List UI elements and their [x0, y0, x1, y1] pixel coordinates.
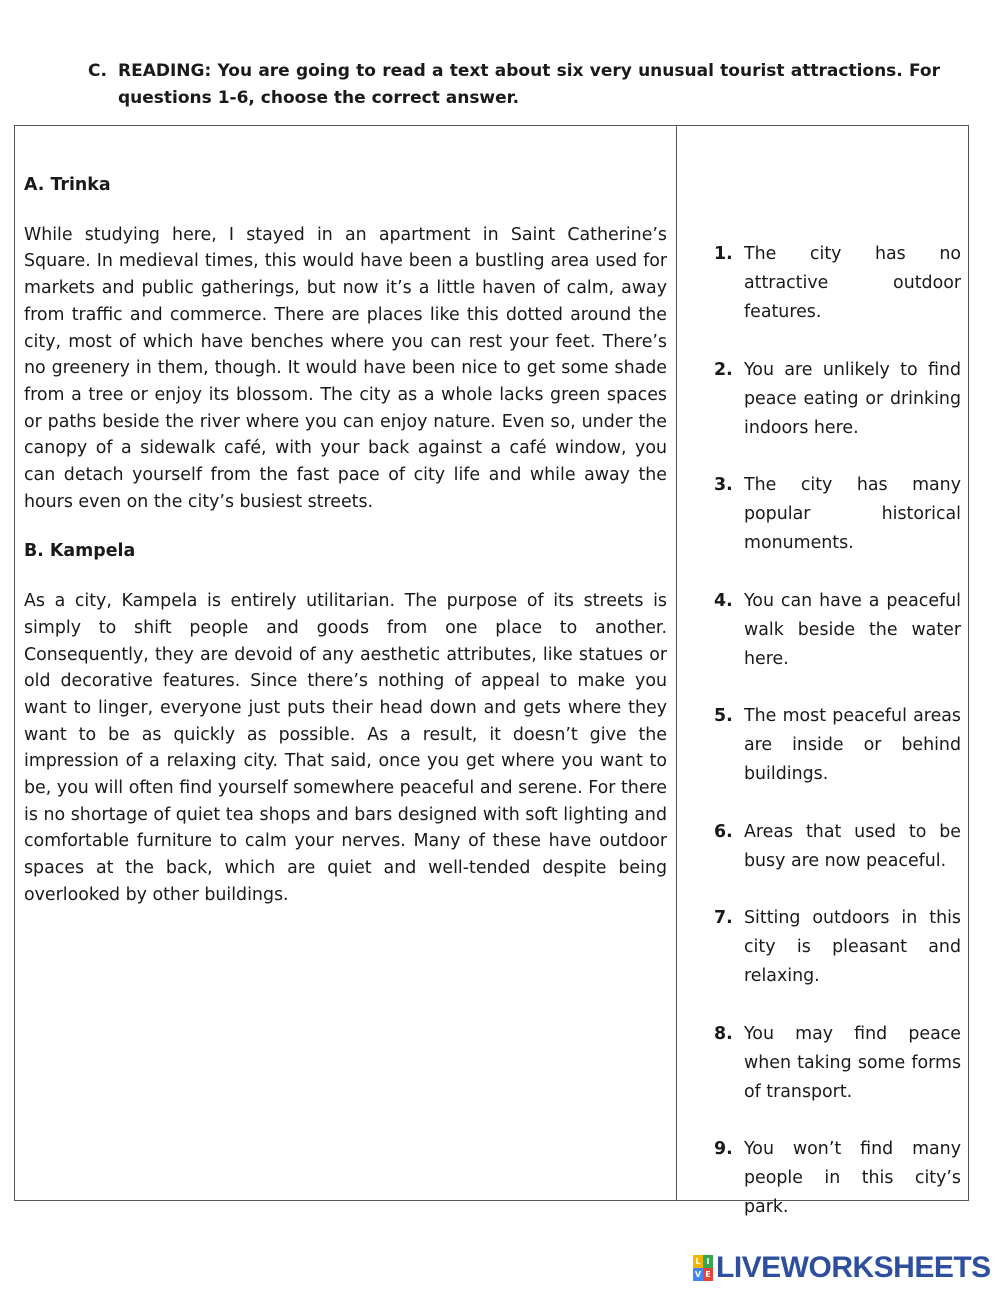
- question-item: [714, 818, 961, 876]
- question-item: [714, 1135, 961, 1222]
- question-number: 4.: [714, 590, 733, 611]
- question-text: You are unlikely to find peace eating or drinking indoors here.: [744, 359, 961, 438]
- section-heading-kampela: B. Kampela: [24, 541, 136, 562]
- question-number: 8.: [714, 1023, 733, 1044]
- question-item: [714, 356, 961, 443]
- question-text: Sitting outdoors in this city is pleasant and relaxing.: [744, 908, 961, 986]
- question-text: The most peaceful areas are inside or behind buildings.: [744, 706, 961, 784]
- instructions-text: READING: You are going to read a text about six very unusual tourist attractions. For questions 1-6, choose the correct answer.: [118, 61, 940, 108]
- question-number: 6.: [714, 821, 733, 842]
- logo-tile: L: [693, 1255, 703, 1268]
- question-item: [714, 587, 961, 674]
- column-divider: [676, 125, 677, 1201]
- liveworksheets-logo-icon: [693, 1255, 713, 1281]
- question-number: 2.: [714, 359, 733, 380]
- liveworksheets-brand[interactable]: [693, 1252, 991, 1284]
- question-number: 7.: [714, 908, 733, 928]
- question-text: You can have a peaceful walk beside the water here.: [744, 590, 961, 669]
- section-body-trinka: While studying here, I stayed in an apartment in Saint Catherine’s Square. In medieval times, this would have been a bustling area used for markets and public gatherings, but now it’s a little haven of calm, away from traffic and commerce. There are places like this dotted around the city, most of which have benches where you can rest your feet. There’s no greenery in them, though. It would have been nice to get some shade from a tree or enjoy its blossom. The city as a whole lacks green spaces or paths beside the river where you can enjoy nature. Even so, under the canopy of a sidewalk café, with your back against a café window, you can detach yourself from the fast pace of city life and while away the hours even on the city’s busiest streets.: [24, 224, 667, 512]
- question-list: [714, 240, 961, 1251]
- brand-name: LIVEWORKSHEETS: [716, 1251, 991, 1284]
- logo-tile: V: [694, 1270, 702, 1279]
- logo-tile: I: [703, 1255, 713, 1268]
- question-text: The city has no attractive outdoor features.: [744, 244, 961, 322]
- instructions: [88, 58, 940, 112]
- question-text: The city has many popular historical monuments.: [744, 475, 961, 553]
- question-number: 9.: [714, 1139, 733, 1159]
- question-item: [714, 240, 961, 327]
- reading-texts: [24, 172, 667, 932]
- question-text: You may find peace when taking some forms of transport.: [744, 1023, 961, 1102]
- instructions-letter: C.: [88, 61, 107, 81]
- question-item: [714, 471, 961, 558]
- question-number: 5.: [714, 706, 733, 726]
- question-number: 3.: [714, 475, 733, 495]
- question-item: [714, 904, 961, 991]
- question-item: [714, 702, 961, 789]
- question-item: [714, 1020, 961, 1107]
- section-body-kampela: As a city, Kampela is entirely utilitarian. The purpose of its streets is simply to shift people and goods from one place to another. Consequently, they are devoid of any aesthetic attributes, like statues or old decorative features. Since there’s nothing of appeal to make you want to linger, everyone just puts their head down and gets where they want to be as quickly as possible. As a result, it doesn’t give the impression of a relaxing city. That said, once you get where you want to be, you will often find yourself somewhere peaceful and serene. For there is no shortage of quiet tea shops and bars designed with soft lighting and comfortable furniture to calm your nerves. Many of these have outdoor spaces at the back, which are quiet and well-tended despite being overlooked by other buildings.: [24, 591, 667, 905]
- question-text: You won’t find many people in this city’s park.: [744, 1139, 961, 1217]
- logo-tile: E: [703, 1268, 713, 1281]
- question-text: Areas that used to be busy are now peaceful.: [744, 821, 961, 871]
- question-number: 1.: [714, 244, 733, 264]
- section-heading-trinka: A. Trinka: [24, 175, 111, 195]
